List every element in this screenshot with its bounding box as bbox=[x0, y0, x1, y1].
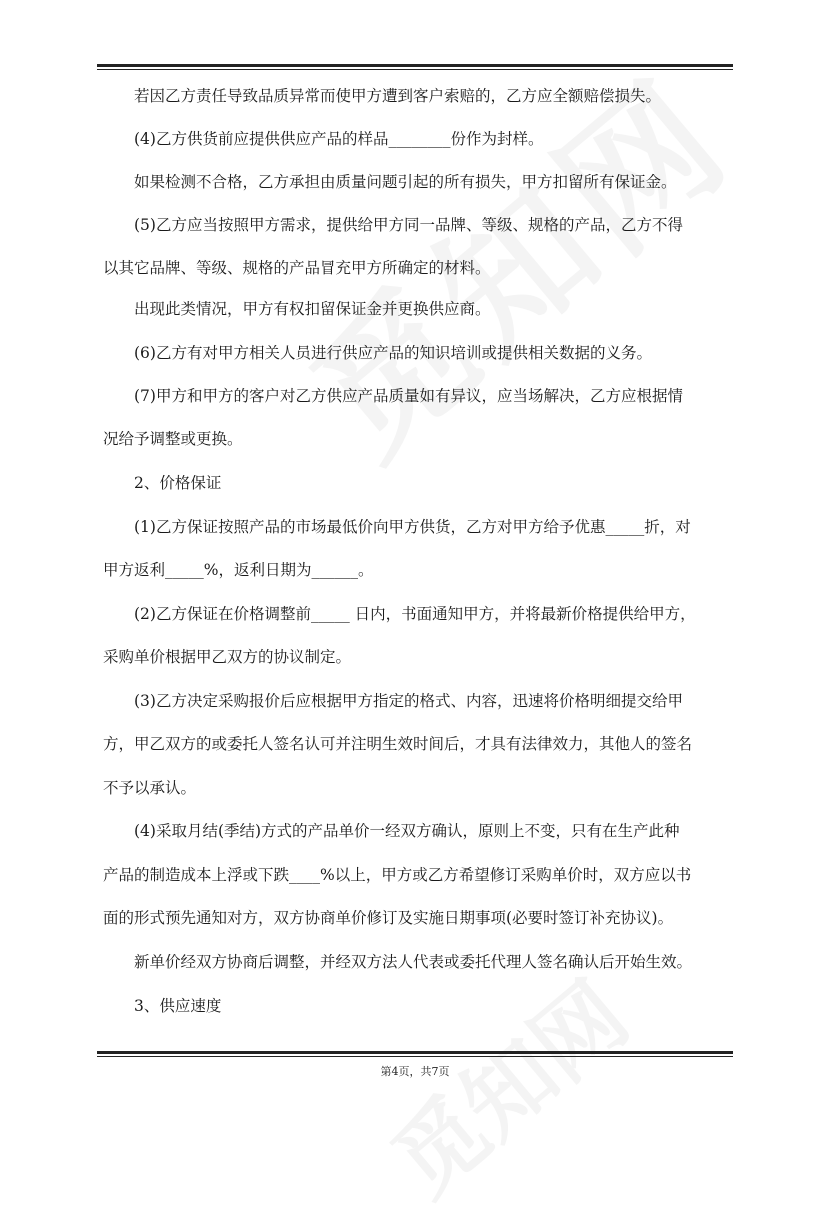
text-line: 面的形式预先通知对方，双方协商单价修订及实施日期事项(必要时签订补充协议)。 bbox=[103, 909, 674, 927]
text-line: 如果检测不合格，乙方承担由质量问题引起的所有损失，甲方扣留所有保证金。 bbox=[134, 173, 677, 191]
text-line: 2、价格保证 bbox=[134, 474, 222, 492]
text-line: 产品的制造成本上浮或下跌____%以上，甲方或乙方希望修订采购单价时，双方应以书 bbox=[103, 866, 692, 884]
text-line: 出现此类情况，甲方有权扣留保证金并更换供应商。 bbox=[134, 300, 491, 318]
watermark-secondary bbox=[360, 946, 650, 1219]
footer-rule bbox=[97, 1051, 733, 1057]
text-line: 以其它品牌、等级、规格的产品冒充甲方所确定的材料。 bbox=[103, 259, 491, 277]
text-line: 甲方返利_____%，返利日期为______。 bbox=[103, 561, 374, 579]
text-line: 新单价经双方协商后调整，并经双方法人代表或委托代理人签名确认后开始生效。 bbox=[134, 953, 693, 971]
text-line: (1)乙方保证按照产品的市场最低价向甲方供货，乙方对甲方给予优惠_____折，对 bbox=[134, 518, 691, 536]
text-line: 3、供应速度 bbox=[134, 997, 222, 1015]
text-line: 不予以承认。 bbox=[103, 779, 197, 797]
text-line: 采购单价根据甲乙双方的协议制定。 bbox=[103, 648, 352, 666]
text-line: (7)甲方和甲方的客户对乙方供应产品质量如有异议，应当场解决，乙方应根据情 bbox=[134, 387, 683, 405]
text-line: 方，甲乙双方的或委托人签名认可并注明生效时间后，才具有法律效力，其他人的签名 bbox=[103, 735, 693, 753]
text-line: (6)乙方有对甲方相关人员进行供应产品的知识培训或提供相关数据的义务。 bbox=[134, 344, 652, 362]
text-line: 若因乙方责任导致品质异常而使甲方遭到客户索赔的，乙方应全额赔偿损失。 bbox=[134, 87, 662, 105]
text-line: (3)乙方决定采购报价后应根据甲方指定的格式、内容，迅速将价格明细提交给甲 bbox=[134, 692, 683, 710]
text-line: 况给予调整或更换。 bbox=[103, 430, 243, 448]
text-line: (4)采取月结(季结)方式的产品单价一经双方确认，原则上不变，只有在生产此种 bbox=[134, 822, 680, 840]
text-line: (4)乙方供货前应提供供应产品的样品________份作为封样。 bbox=[134, 130, 544, 148]
text-line: (2)乙方保证在价格调整前_____ 日内，书面通知甲方，并将最新价格提供给甲方， bbox=[134, 605, 696, 623]
text-line: (5)乙方应当按照甲方需求，提供给甲方同一品牌、等级、规格的产品，乙方不得 bbox=[134, 216, 683, 234]
header-rule bbox=[97, 64, 733, 70]
page-number: 第4页，共7页 bbox=[380, 1065, 450, 1078]
